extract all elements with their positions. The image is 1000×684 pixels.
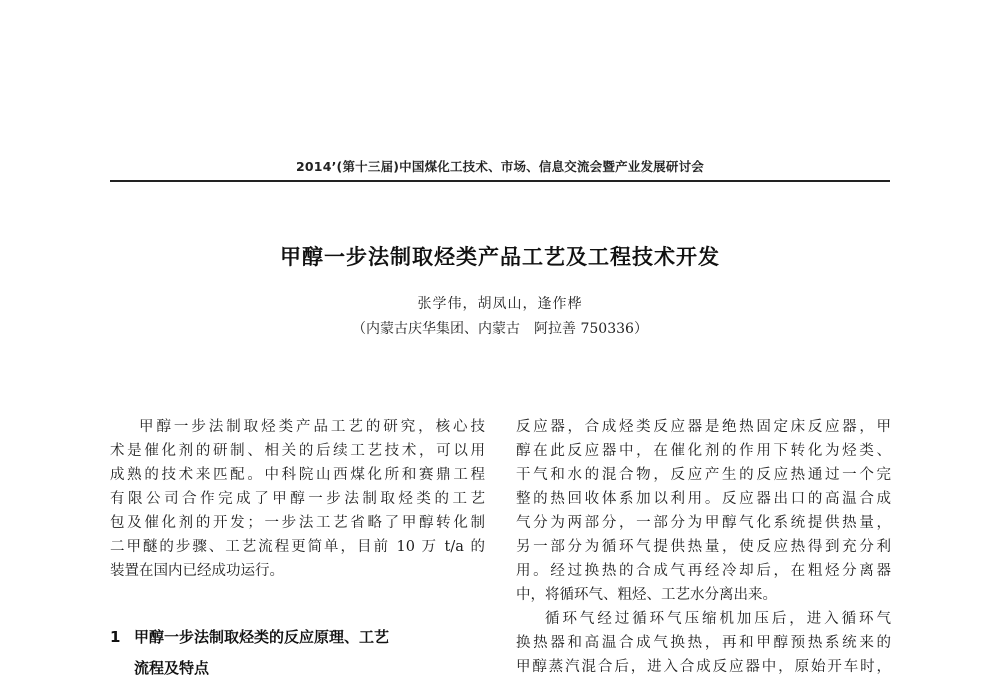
section-title-line: 甲醇一步法制取烃类的反应原理、工艺 bbox=[134, 628, 390, 646]
left-column bbox=[110, 415, 485, 583]
body-line: 反应器，合成烃类反应器是绝热固定床反应器，甲 bbox=[516, 419, 891, 435]
body-line: 醇在此反应器中，在催化剂的作用下转化为烃类、 bbox=[516, 443, 891, 459]
body-line: 循环气经过循环气压缩机加压后，进入循环气 bbox=[545, 611, 891, 627]
article-authors: 张学伟，胡凤山，逢作桦 bbox=[417, 296, 583, 312]
body-line: 成熟的技术来匹配。中科院山西煤化所和赛鼎工程 bbox=[110, 467, 485, 483]
body-line: 中，将循环气、粗烃、工艺水分离出来。 bbox=[516, 587, 777, 603]
body-line: 包及催化剂的开发；一步法工艺省略了甲醇转化制 bbox=[110, 515, 485, 531]
section-heading bbox=[110, 622, 485, 684]
article-affiliation: （内蒙古庆华集团、内蒙古 阿拉善 750336） bbox=[352, 321, 648, 337]
body-line: 有限公司合作完成了甲醇一步法制取烃类的工艺 bbox=[110, 491, 485, 507]
body-line: 甲醇蒸汽混合后，进入合成反应器中，原始开车时， bbox=[516, 659, 891, 675]
running-header: 2014’(第十三届)中国煤化工技术、市场、信息交流会暨产业发展研讨会 bbox=[296, 159, 704, 174]
section-title-line: 流程及特点 bbox=[134, 659, 210, 677]
body-line: 另一部分为循环气提供热量，使反应热得到充分利 bbox=[516, 539, 891, 555]
body-line: 甲醇一步法制取烃类产品工艺的研究，核心技 bbox=[139, 419, 485, 435]
body-line: 干气和水的混合物，反应产生的反应热通过一个完 bbox=[516, 467, 891, 483]
section-number: 1 bbox=[110, 628, 121, 646]
header-rule bbox=[110, 180, 890, 182]
right-column bbox=[516, 415, 891, 679]
body-line: 换热器和高温合成气换热，再和甲醇预热系统来的 bbox=[516, 635, 891, 651]
article-title: 甲醇一步法制取烃类产品工艺及工程技术开发 bbox=[280, 245, 720, 269]
body-line: 整的热回收体系加以利用。反应器出口的高温合成 bbox=[516, 491, 891, 507]
body-line: 术是催化剂的研制、相关的后续工艺技术，可以用 bbox=[110, 443, 485, 459]
body-line: 用。经过换热的合成气再经冷却后，在粗烃分离器 bbox=[516, 563, 891, 579]
body-line: 二甲醚的步骤、工艺流程更简单，目前 10 万 t/a 的 bbox=[110, 539, 485, 555]
body-line: 装置在国内已经成功运行。 bbox=[110, 563, 284, 579]
body-line: 气分为两部分，一部分为甲醇气化系统提供热量， bbox=[516, 515, 891, 531]
